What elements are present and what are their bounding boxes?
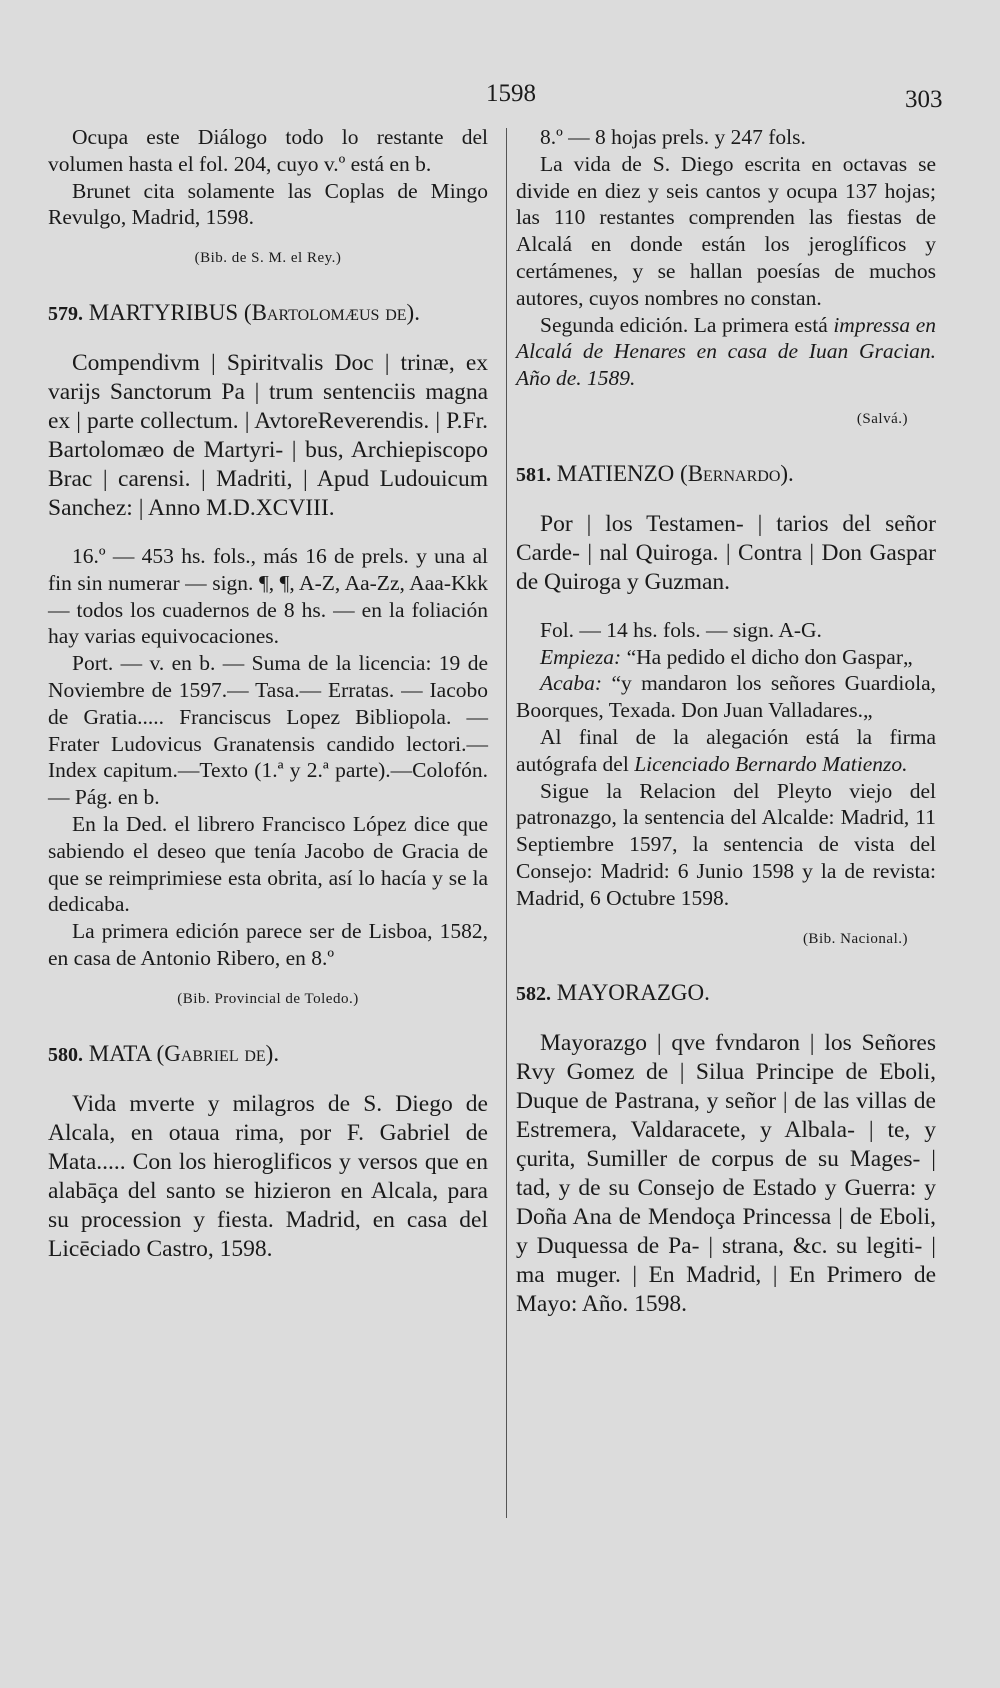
text-span: Al final de la alegación está la firma autógrafa del (516, 724, 936, 776)
entry-author: MAYORAZGO. (556, 980, 710, 1006)
entry-heading-579 (48, 298, 488, 329)
entry-heading-582 (516, 978, 936, 1009)
page-year: 1598 (486, 80, 536, 107)
right-column (516, 124, 936, 1319)
paragraph: 8.º — 8 hojas prels. y 247 fols. (540, 125, 806, 149)
source-citation: (Bib. Nacional.) (802, 930, 908, 947)
entry-author: MATIENZO (Bernardo). (556, 460, 794, 486)
paragraph: Ocupa este Diálogo todo lo restante del volumen hasta el fol. 204, cuyo v.º está en b. (48, 125, 488, 176)
source-citation: (Bib. de S. M. el Rey.) (194, 250, 342, 267)
entry-heading-580 (48, 1039, 488, 1070)
entry-number: 581. (516, 463, 551, 486)
text-span: Segunda edición. La primera está (540, 312, 834, 337)
italic-text: Empieza: (540, 644, 622, 669)
column-divider (506, 128, 507, 1518)
paragraph: Port. — v. en b. — Suma de la licencia: 19 de Noviembre de 1597.— Tasa.— Erratas. — Iacobo de Gratia..... Franciscus Lopez Bibliopola. — Frater Ludovicus Granatensis candido lectori.—Index capitum.—Texto (1.ª y 2.ª parte).—Colofón. — Pág. en b. (48, 651, 488, 810)
italic-text: Acaba: (540, 671, 603, 696)
source-citation: (Bib. Provincial de Toledo.) (177, 990, 359, 1007)
entry-title: Mayorazgo | qve fvndaron | los Señores Rvy Gomez de | Silua Principe de Eboli, Duque de Pastrana, y señor | de las villas de Estremera, Valdaracete, y Albala- | te, y çurita, Sumiller de corpus de su Mages- | tad, y de su Consejo de Estado y Guerra: y Doña Ana de Mendoça Princessa | de Eboli, y Duquessa de Pa- | strana, &c. su legiti- | ma muger. | En Madrid, | En Primero de Mayo: Año. 1598. (516, 1030, 936, 1318)
page-number: 303 (905, 86, 943, 113)
italic-text: impressa en Alcalá de Henares en casa de Iuan Gracian. Año de. 1589. (516, 312, 937, 391)
entry-title: Compendivm | Spiritvalis Doc | trinæ, ex varijs Sanctorum Pa | trum sentenciis magna ex | parte collectum. | AvtoreReverendis. | P.Fr. Bartolomæo de Martyri- | bus, Archiepiscopo Brac | carensi. | Madriti, | Apud Ludouicum Sanchez: | Anno M.D.XCVIII. (48, 349, 488, 521)
entry-title: Vida mverte y milagros de S. Diego de Alcala, en otaua rima, por F. Gabriel de Mata..... Con los hieroglificos y versos que en alabāça del santo se hizieron en Alcala, para su procession y fiesta. Madrid, en casa del Licēciado Castro, 1598. (48, 1090, 488, 1262)
entry-author: MARTYRIBUS (Bartolomæus de). (88, 299, 420, 325)
source-citation: (Salvá.) (856, 410, 908, 427)
paragraph: Brunet cita solamente las Coplas de Mingo Revulgo, Madrid, 1598. (48, 178, 488, 230)
entry-number: 580. (48, 1043, 83, 1066)
paragraph: Fol. — 14 hs. fols. — sign. A-G. (540, 617, 822, 642)
paragraph (516, 724, 936, 778)
entry-description (516, 617, 936, 912)
left-column (48, 124, 488, 1264)
italic-text: Licenciado Bernardo Matienzo. (634, 751, 908, 776)
paragraph: En la Ded. el librero Francisco López dice que sabiendo el deseo que tenía Jacobo de Gracia de que se reimprimiese esta obrita, así lo hacía y se la dedicaba. (48, 811, 488, 917)
paragraph: 16.º — 453 hs. fols., más 16 de prels. y una al fin sin numerar — sign. ¶, ¶, A-Z, Aa-Zz, Aaa-Kkk — todos los cuadernos de 8 hs. — en la foliación hay varias equivocaciones. (48, 543, 488, 649)
paragraph: Sigue la Relacion del Pleyto viejo del patronazgo, la sentencia del Alcalde: Madrid, 11 Septiembre 1597, la sentencia de vista del Consejo: Madrid: 6 Junio 1598 y la de revista: Madrid, 6 Octubre 1598. (516, 778, 936, 910)
paragraph (516, 312, 936, 392)
entry-title: Por | los Testamen- | tarios del señor Carde- | nal Quiroga. | Contra | Don Gaspar de Quiroga y Guzman. (516, 510, 936, 595)
entry-description (48, 543, 488, 972)
paragraph (516, 644, 936, 671)
paragraph: La primera edición parece ser de Lisboa, 1582, en casa de Antonio Ribero, en 8.º (48, 919, 488, 970)
text-span: “y mandaron los señores Guardiola, Boorques, Texada. Don Juan Valladares.„ (516, 671, 936, 723)
entry-heading-581 (516, 459, 936, 490)
entry-number: 579. (48, 302, 83, 325)
entry-number: 582. (516, 983, 551, 1006)
entry-author: MATA (Gabriel de). (88, 1040, 280, 1066)
paragraph: La vida de S. Diego escrita en octavas se divide en diez y seis cantos y ocupa 137 hojas; las 110 restantes comprenden las fiestas de Alcalá en donde están los jeroglíficos y certámenes, y se hallan poesías de muchos autores, cuyos nombres no constan. (516, 151, 936, 310)
text-span: “Ha pedido el dicho don Gaspar„ (621, 644, 913, 669)
paragraph (516, 670, 936, 724)
